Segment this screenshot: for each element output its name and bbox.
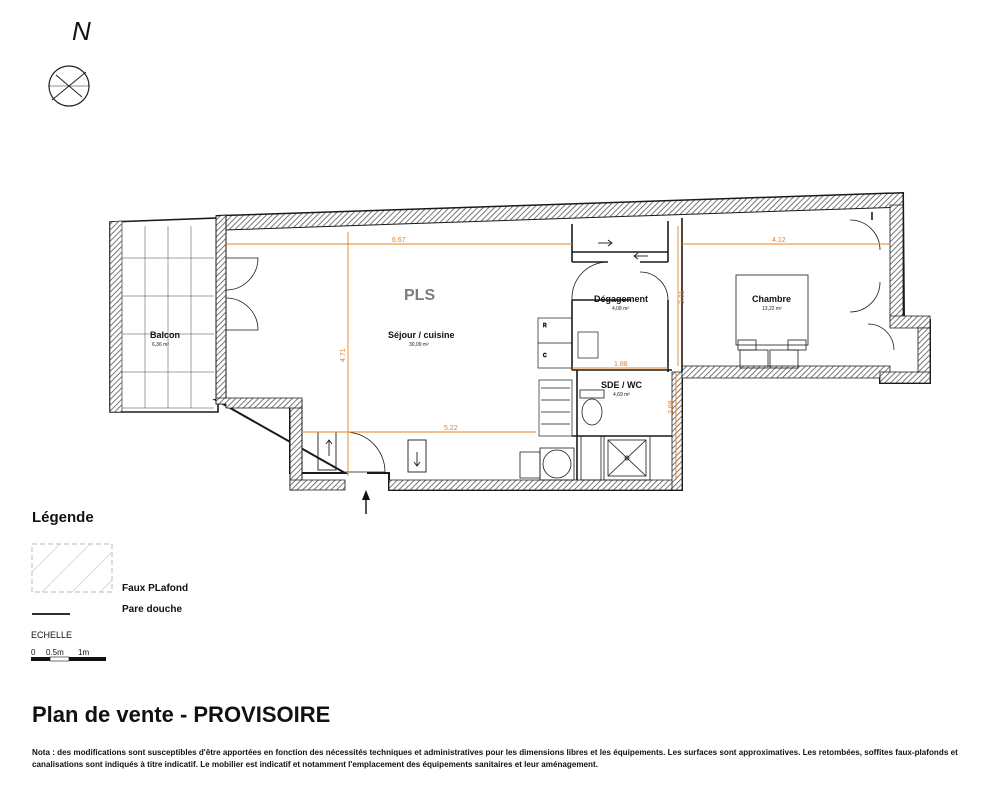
- legend-title: Légende: [32, 509, 94, 526]
- room-area-chambre: 13,22 m²: [762, 306, 782, 312]
- scale-label: ECHELLE: [31, 630, 73, 640]
- dim-entry-width: 5.22: [444, 425, 458, 432]
- dim-sejour-width: 6.67: [392, 237, 406, 244]
- compass: [48, 16, 91, 106]
- room-name-sde: SDE / WC: [601, 380, 643, 390]
- room-name-balcon: Balcon: [150, 330, 181, 340]
- bathroom-fixtures: [520, 390, 650, 480]
- dim-chambre-width: 4.12: [772, 237, 786, 244]
- bed: [736, 275, 808, 368]
- dimension-lines: [226, 226, 890, 480]
- program-label: PLS: [404, 287, 436, 304]
- entry-arrow-icon: [362, 490, 370, 514]
- room-name-degagement: Dégagement: [594, 294, 649, 304]
- legend-swatches: [32, 544, 112, 614]
- washing-machine-icon: [543, 450, 571, 478]
- room-area-sejour: 30,09 m²: [409, 342, 429, 348]
- legend-item-faux-plafond: Faux PLafond: [122, 583, 189, 594]
- kitchen: [538, 318, 598, 436]
- fridge-mark: R: [543, 323, 547, 329]
- scale-tick-1: 1m: [78, 648, 90, 657]
- plan-title: Plan de vente - PROVISOIRE: [32, 702, 331, 727]
- dim-sejour-depth: 4.71: [340, 348, 347, 362]
- toilet-icon: [582, 399, 602, 425]
- room-area-sde: 4,69 m²: [613, 392, 630, 398]
- room-name-chambre: Chambre: [752, 294, 792, 304]
- outer-walls: [216, 193, 930, 490]
- faux-plafond-swatch: [32, 544, 112, 592]
- dim-chambre-depth: 3.01: [679, 290, 686, 304]
- room-labels: [150, 287, 791, 398]
- compass-rose-icon: [48, 66, 90, 106]
- dim-sde-width: 1.88: [614, 361, 628, 368]
- room-area-degagement: 4,08 m²: [612, 306, 629, 312]
- disclaimer-note: Nota : des modifications sont susceptibles d'être apportées en fonction des nécessités techniques et administratives pour les dimensions libres et les équipements. Les surfaces sont approximatives. Les retombées, soffites faux-plafonds et canalisations sont indiqués à titre indicatif. Le mobilier est indicatif et notamment l'emplacement des équipements sanitaires et leur aménagement.: [32, 748, 958, 769]
- north-label: N: [72, 16, 91, 46]
- room-name-sejour: Séjour / cuisine: [388, 330, 455, 340]
- scale-tick-half: 0.5m: [46, 648, 64, 657]
- dim-sde-depth: 2.68: [668, 400, 675, 414]
- balcony: [110, 218, 218, 412]
- closet-arrows: [318, 240, 648, 472]
- cooktop-mark: C: [543, 353, 547, 359]
- doors: [226, 220, 894, 472]
- scale-tick-0: 0: [31, 648, 36, 657]
- scale-bar: [31, 657, 106, 661]
- room-area-balcon: 6,36 m²: [152, 342, 169, 348]
- legend-item-pare-douche: Pare douche: [122, 604, 183, 615]
